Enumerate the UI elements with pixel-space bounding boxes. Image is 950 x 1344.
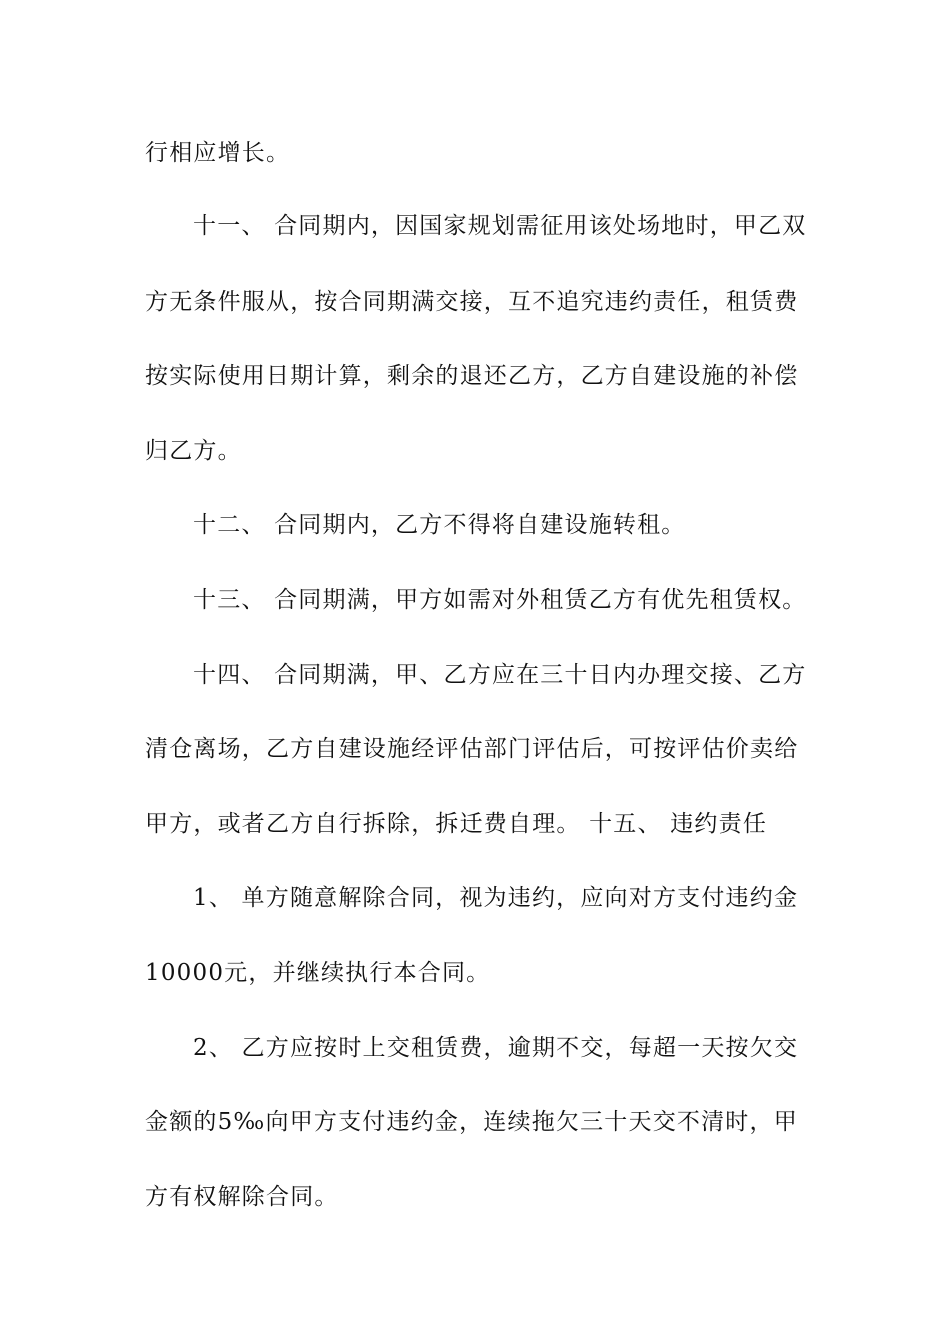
clause-11-heading-line: 十一、 合同期内，因国家规划需征用该处场地时，甲乙双 — [193, 213, 807, 239]
text-line: 归乙方。 — [145, 438, 242, 464]
penalty-item-2-line: 2、 乙方应按时上交租赁费，逾期不交，每超一天按欠交 — [193, 1035, 799, 1061]
text-line: 行相应增长。 — [145, 140, 291, 166]
clause-12-line: 十二、 合同期内，乙方不得将自建设施转租。 — [193, 512, 686, 538]
clause-13-line: 十三、 合同期满，甲方如需对外租赁乙方有优先租赁权。 — [193, 587, 807, 613]
text-line: 方无条件服从，按合同期满交接，互不追究违约责任，租赁费 — [145, 289, 799, 315]
penalty-item-1-line: 1、 单方随意解除合同，视为违约，应向对方支付违约金 — [193, 885, 799, 911]
text-line: 方有权解除合同。 — [145, 1184, 339, 1210]
text-line: 清仓离场，乙方自建设施经评估部门评估后，可按评估价卖给 — [145, 736, 799, 762]
text-line: 按实际使用日期计算，剩余的退还乙方，乙方自建设施的补偿 — [145, 363, 799, 389]
clause-14-heading-line: 十四、 合同期满，甲、乙方应在三十日内办理交接、乙方 — [193, 662, 807, 688]
text-line: 10000元，并继续执行本合同。 — [145, 960, 491, 986]
text-line: 金额的5‰向甲方支付违约金，连续拖欠三十天交不清时，甲 — [145, 1109, 798, 1135]
text-line: 甲方，或者乙方自行拆除，拆迁费自理。 十五、 违约责任 — [145, 811, 768, 837]
